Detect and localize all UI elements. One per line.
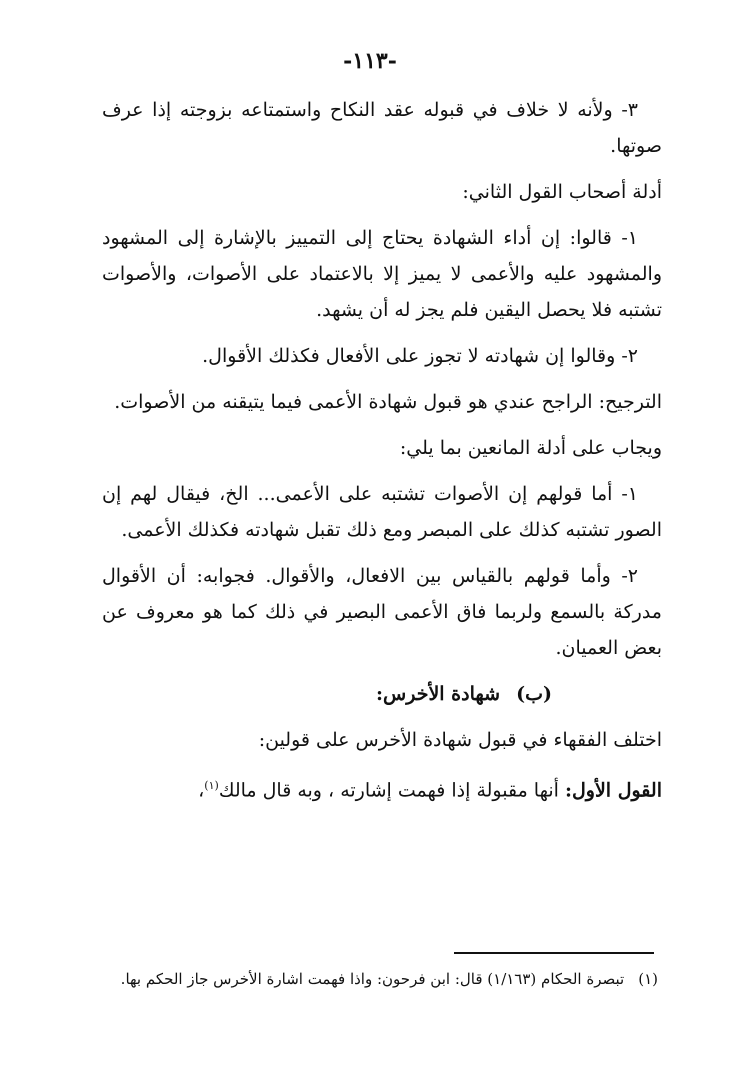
paragraph-first-opinion (102, 768, 662, 808)
page-number: -١١٣- (343, 48, 397, 74)
paragraph-response-intro: ويجاب على أدلة المانعين بما يلي: (399, 437, 662, 459)
paragraph-3: ١- قالوا: إن أداء الشهادة يحتاج إلى التمييز بالإشارة إلى المشهود والمشهود عليه والأعمى لا يميز إلا بالاعتماد على الأصوات، والأصوات تشتبه فلا يحصل اليقين فلم يجز له أن يشهد. (102, 227, 662, 321)
heading-second-opinion-evidence: أدلة أصحاب القول الثاني: (462, 181, 662, 203)
paragraph-1: ٣- ولأنه لا خلاف في قبوله عقد النكاح واستمتاعه بزوجته إذا عرف صوتها. (102, 99, 662, 157)
first-opinion-label: القول الأول: (564, 779, 662, 802)
subheading-letter: (ب) (516, 683, 552, 705)
subheading-title: شهادة الأخرس: (376, 683, 501, 705)
first-opinion-text: أنها مقبولة إذا فهمت إشارته ، وبه قال مالك (218, 779, 565, 802)
footnote-reference[interactable]: (١) (204, 779, 219, 792)
paragraph-7: ١- أما قولهم إن الأصوات تشتبه على الأعمى... الخ، فيقال لهم إن الصور تشتبه كذلك على المبصر ومع ذلك تقبل شهادته فكذلك الأعمى. (102, 483, 662, 541)
paragraph-4: ٢- وقالوا إن شهادته لا تجوز على الأفعال فكذلك الأقوال. (202, 345, 638, 367)
footnote (102, 966, 658, 993)
first-opinion-trail: ، (198, 779, 205, 802)
section-subheading (102, 676, 662, 712)
paragraph-9: اختلف الفقهاء في قبول شهادة الأخرس على قولين: (258, 729, 662, 751)
paragraph-8: ٢- وأما قولهم بالقياس بين الافعال، والأقوال. فجوابه: أن الأقوال مدركة بالسمع ولربما فاق الأعمى البصير في ذلك كما هو معروف عن بعض العميان. (102, 565, 662, 659)
footnote-text: تبصرة الحكام (١/١٦٣) قال: ابن فرحون: واذا فهمت اشارة الأخرس جاز الحكم بها. (120, 970, 625, 988)
paragraph-tarjih: الترجيح: الراجح عندي هو قبول شهادة الأعمى فيما يتيقنه من الأصوات. (114, 391, 662, 413)
footnote-number: (١) (638, 970, 658, 988)
footnote-divider (454, 952, 654, 954)
body-text (102, 92, 662, 818)
